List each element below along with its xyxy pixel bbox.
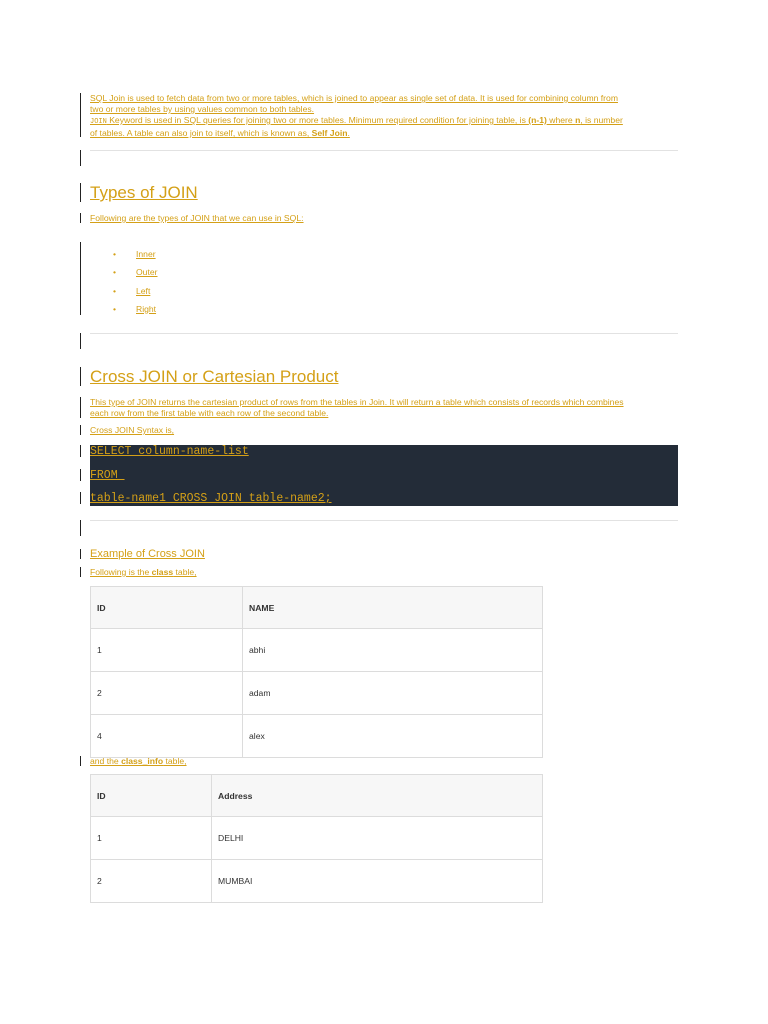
n-minus-1: (n-1) — [528, 115, 547, 125]
table-cell: 2 — [91, 860, 212, 903]
table-row — [91, 715, 543, 758]
table-cell: abhi — [243, 629, 543, 672]
cross-join-heading: Cross JOIN or Cartesian Product — [90, 367, 339, 386]
syntax-label: Cross JOIN Syntax is, — [90, 425, 175, 435]
table-cell: 2 — [91, 672, 243, 715]
code-block — [90, 445, 678, 506]
cross-join-description: This type of JOIN returns the cartesian product of rows from the tables in Join. It will return a table which consists of records which combines each row from the first table with each row of the second table. — [90, 397, 624, 418]
table-cell: DELHI — [212, 817, 543, 860]
margin-bar — [80, 567, 81, 577]
code-line: SELECT column-name-list — [90, 445, 249, 458]
types-heading: Types of JOIN — [90, 183, 198, 202]
table-row — [91, 672, 543, 715]
table-row — [91, 860, 543, 903]
margin-bar — [80, 445, 81, 457]
join-types-list — [113, 248, 158, 321]
join-type-right[interactable]: Right — [136, 303, 157, 314]
table-row — [91, 629, 543, 672]
join-type-left[interactable]: Left — [136, 285, 151, 296]
header-cell: Address — [212, 775, 543, 817]
code-line: FROM — [90, 469, 125, 482]
table-cell: 1 — [91, 629, 243, 672]
example-heading: Example of Cross JOIN — [90, 548, 205, 560]
list-item: • Inner — [113, 249, 156, 259]
margin-bar — [80, 492, 81, 504]
table-cell: 4 — [91, 715, 243, 758]
code-line: table-name1 CROSS JOIN table-name2; — [90, 492, 332, 505]
table-cell: alex — [243, 715, 543, 758]
intro-line: two or more tables by using values common to both tables. — [90, 104, 315, 114]
margin-bar — [80, 549, 81, 559]
margin-bar — [80, 183, 81, 202]
table-cell: MUMBAI — [212, 860, 543, 903]
margin-bar — [80, 150, 81, 166]
margin-bar — [80, 367, 81, 386]
margin-bar — [80, 756, 81, 766]
list-item: • Left — [113, 285, 151, 296]
margin-bar — [80, 425, 81, 435]
self-join-term: Self Join — [311, 128, 348, 138]
list-item: • Right — [113, 303, 157, 314]
intro-line: SQL Join is used to fetch data from two or more tables, which is joined to appear as single set of data. It is used for combining column from — [90, 93, 618, 103]
types-intro: Following are the types of JOIN that we can use in SQL: — [90, 213, 304, 223]
n-symbol: n — [575, 115, 581, 125]
margin-bar — [80, 520, 81, 536]
join-type-inner[interactable]: Inner — [136, 249, 156, 259]
divider — [90, 333, 678, 334]
margin-bar — [80, 469, 81, 481]
header-cell: ID — [91, 775, 212, 817]
margin-bar — [80, 397, 81, 418]
class-info-table — [90, 774, 543, 903]
info-table-intro: and the class_info table, — [90, 756, 187, 766]
margin-bar — [80, 213, 81, 223]
join-type-outer[interactable]: Outer — [136, 267, 158, 278]
class-table-intro: Following is the class table, — [90, 567, 197, 577]
table-cell: 1 — [91, 817, 212, 860]
margin-bar — [80, 333, 81, 349]
table-cell: adam — [243, 672, 543, 715]
divider — [90, 520, 678, 521]
header-cell: NAME — [243, 587, 543, 629]
header-cell: ID — [91, 587, 243, 629]
margin-bar — [80, 93, 81, 137]
table-header-row — [91, 775, 543, 817]
join-keyword: JOIN — [90, 118, 107, 126]
table-header-row — [91, 587, 543, 629]
intro-line: JOIN Keyword is used in SQL queries for joining two or more tables. Minimum required condition for joining table, is (n-1) where n, is number — [90, 115, 623, 126]
intro-line: of tables. A table can also join to itself, which is known as, Self Join. — [90, 128, 350, 138]
list-item: • Outer — [113, 267, 158, 278]
table-row — [91, 817, 543, 860]
intro-paragraph — [90, 93, 678, 139]
class-table — [90, 586, 543, 758]
divider — [90, 150, 678, 151]
margin-bar — [80, 242, 81, 315]
